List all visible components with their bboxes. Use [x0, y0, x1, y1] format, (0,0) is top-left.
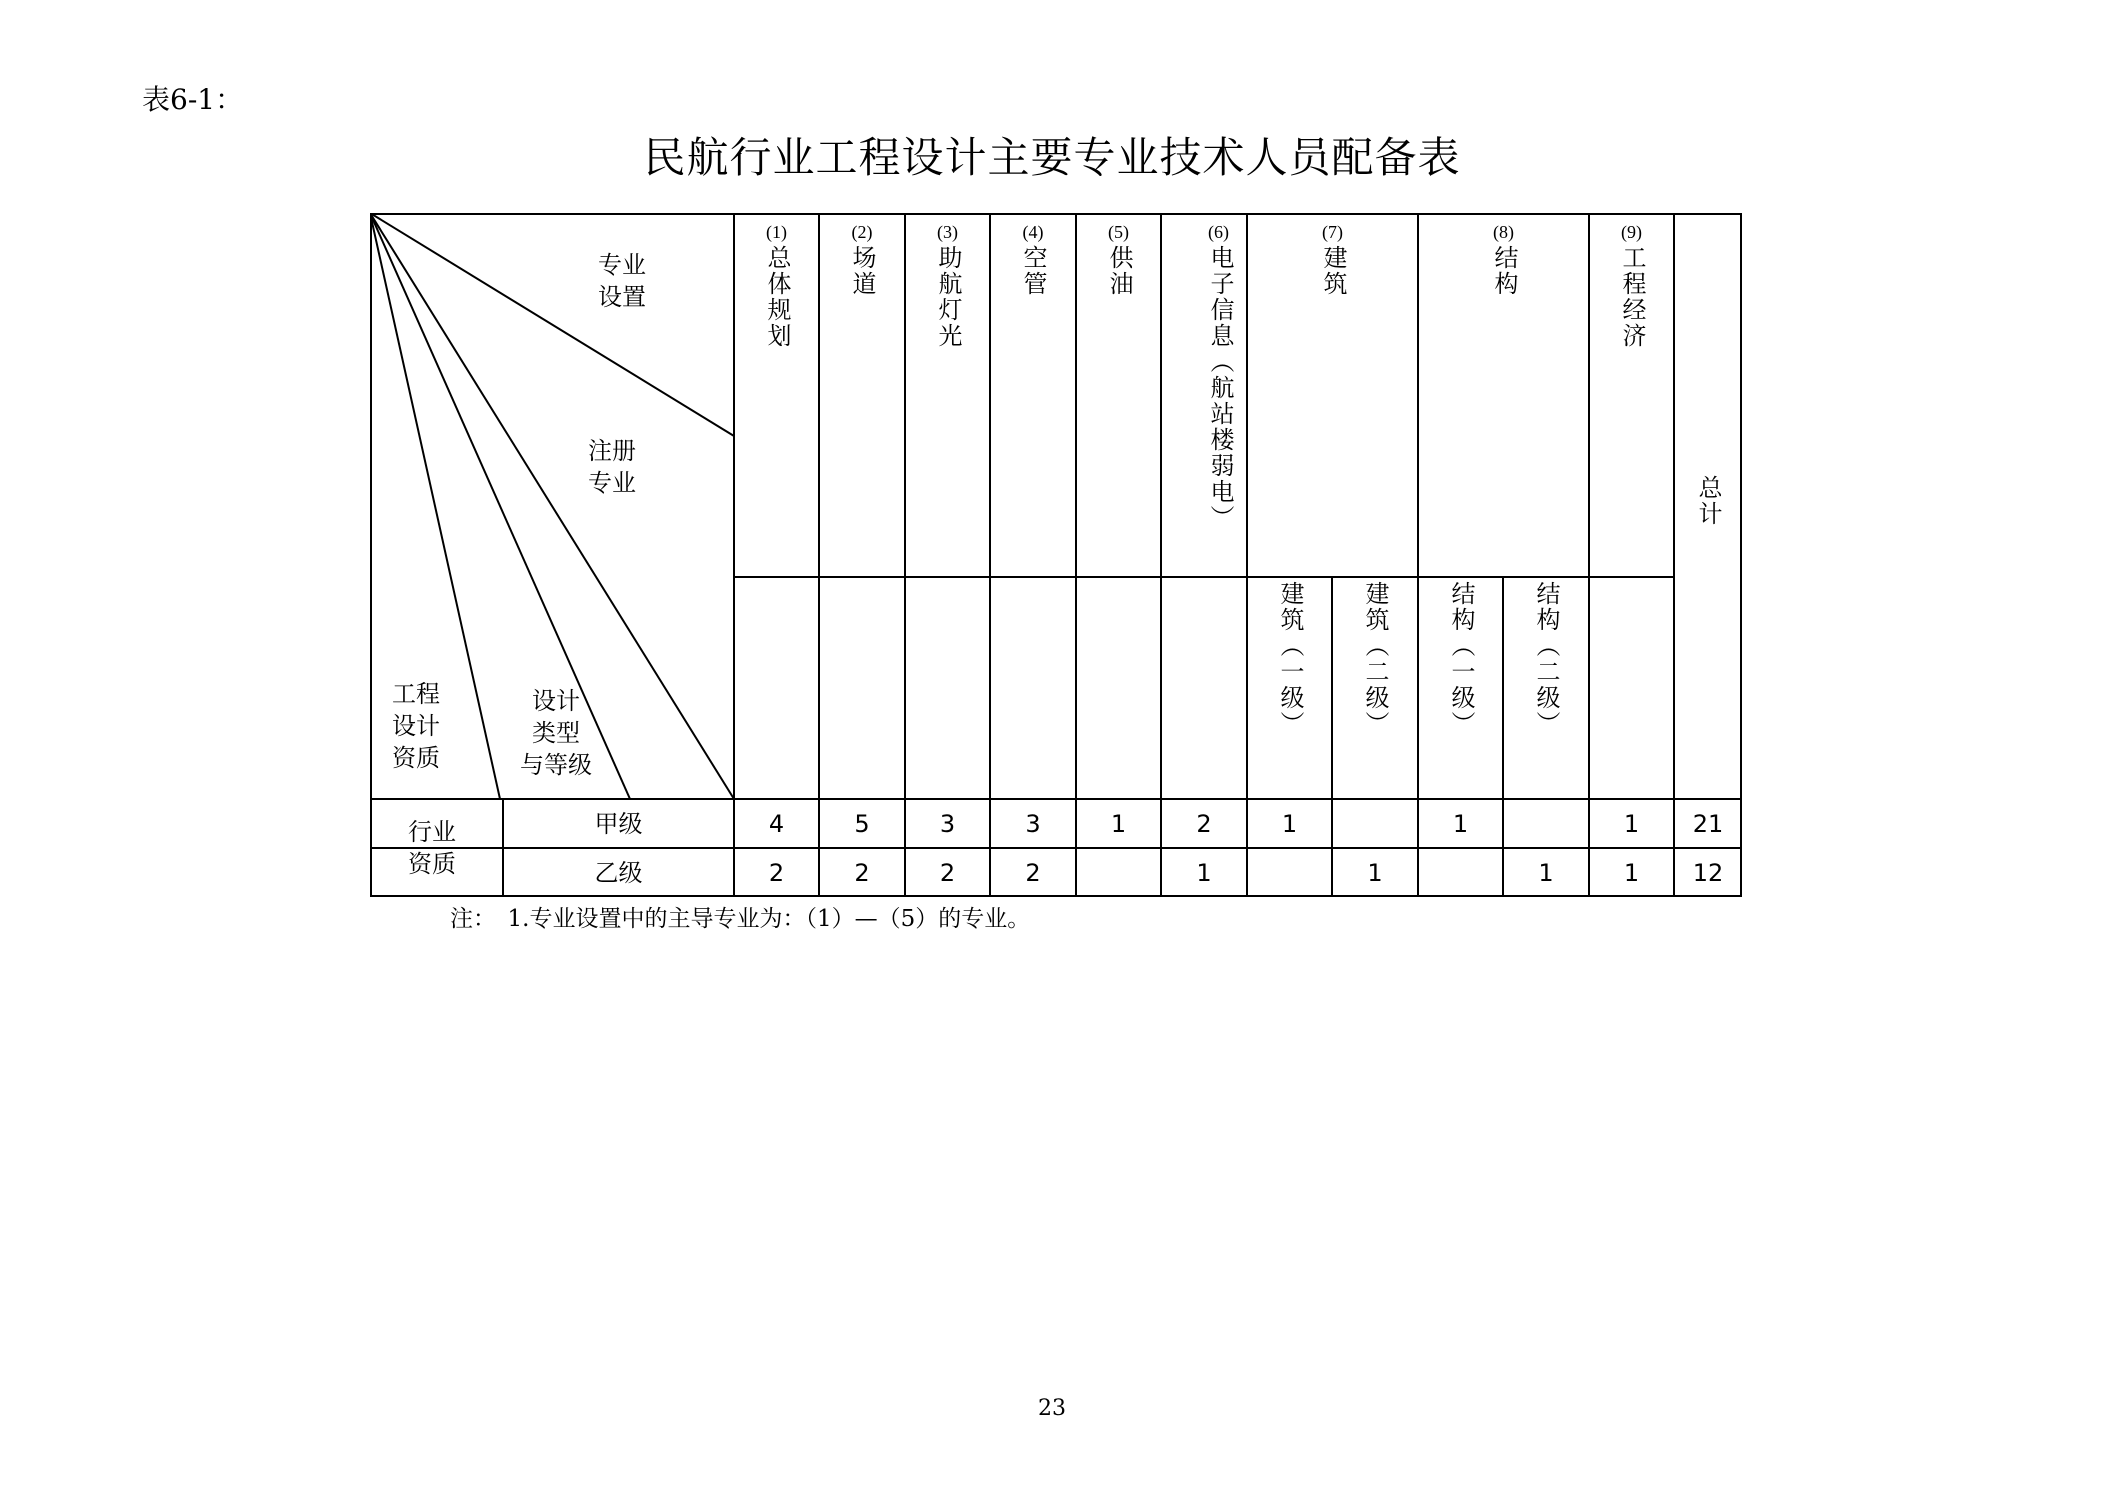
table-cell: 2 [854, 858, 870, 887]
subcol-jiegou-1: 结构︵一级︶ [1447, 581, 1475, 737]
col-8-name: 结构 [1490, 245, 1518, 297]
table-label: 表6-1： [142, 83, 244, 116]
col-1-name: 总体规划 [763, 245, 791, 349]
table-cell: 1 [1367, 858, 1383, 887]
col-6-name: 电子信息︵航站楼弱电︶ [1206, 245, 1234, 531]
col-7-name: 建筑 [1319, 245, 1347, 297]
header-zhuanye-shezhi: 专业 设置 [598, 251, 646, 311]
col-8-number: (8) [1493, 222, 1514, 242]
table-cell [1076, 848, 1161, 897]
row-group-hangye-zizhi: 行业 资质 [408, 818, 456, 878]
subcol-jiegou-2: 结构︵二级︶ [1532, 581, 1560, 737]
table-cell: 1 [1538, 858, 1554, 887]
row-1-grade: 甲级 [594, 809, 643, 838]
table-note: 注： 1.专业设置中的主导专业为：（1）—（5）的专业。 [450, 906, 1031, 932]
col-5-name: 供油 [1105, 245, 1133, 297]
table-cell: 1 [1110, 809, 1127, 838]
table-cell: 2 [768, 858, 785, 887]
subcol-jianzhu-1: 建筑︵一级︶ [1276, 581, 1304, 737]
col-5-number: (5) [1108, 222, 1129, 242]
page-number: 23 [1038, 1396, 1066, 1421]
col-7-number: (7) [1322, 222, 1343, 242]
total-header: 总计 [1694, 475, 1722, 527]
header-zhuce-zhuanye: 注册 专业 [588, 437, 636, 497]
table-cell [1418, 848, 1503, 897]
table-cell [1247, 848, 1332, 897]
table-cell: 1 [1281, 809, 1298, 838]
staffing-table [370, 213, 1742, 897]
col-1-number: (1) [766, 222, 787, 242]
table-cell: 1 [1452, 809, 1469, 838]
subcol-jianzhu-2: 建筑︵二级︶ [1361, 581, 1389, 737]
col-9-number: (9) [1621, 222, 1642, 242]
table-cell: 1 [1623, 858, 1640, 887]
table-cell [1332, 799, 1418, 848]
col-4-number: (4) [1022, 222, 1044, 242]
table-cell: 2 [1025, 858, 1041, 887]
page-title: 民航行业工程设计主要专业技术人员配备表 [643, 133, 1461, 182]
table-cell: 5 [854, 809, 870, 838]
table-cell: 4 [768, 809, 785, 838]
table-cell: 12 [1692, 858, 1724, 887]
col-9-name: 工程经济 [1618, 245, 1646, 349]
col-3-number: (3) [937, 222, 958, 242]
table-grid [370, 213, 1742, 897]
header-gongcheng-sheji-zizhi: 工程 设计 资质 [392, 680, 440, 772]
table-cell: 2 [939, 858, 956, 887]
table-cell: 2 [1196, 809, 1212, 838]
col-6-number: (6) [1208, 222, 1229, 242]
col-4-name: 空管 [1019, 245, 1047, 297]
table-cell: 3 [1025, 809, 1041, 838]
table-cell: 1 [1623, 809, 1640, 838]
table-cell [1503, 799, 1589, 848]
col-2-number: (2) [851, 222, 873, 242]
row-2-grade: 乙级 [594, 858, 643, 887]
table-cell: 3 [939, 809, 956, 838]
table-cell: 21 [1692, 809, 1724, 838]
header-sheji-leixing: 设计 类型 与等级 [520, 687, 592, 779]
table-cell: 1 [1196, 858, 1212, 887]
col-2-name: 场道 [848, 245, 876, 297]
col-3-name: 助航灯光 [934, 245, 962, 349]
